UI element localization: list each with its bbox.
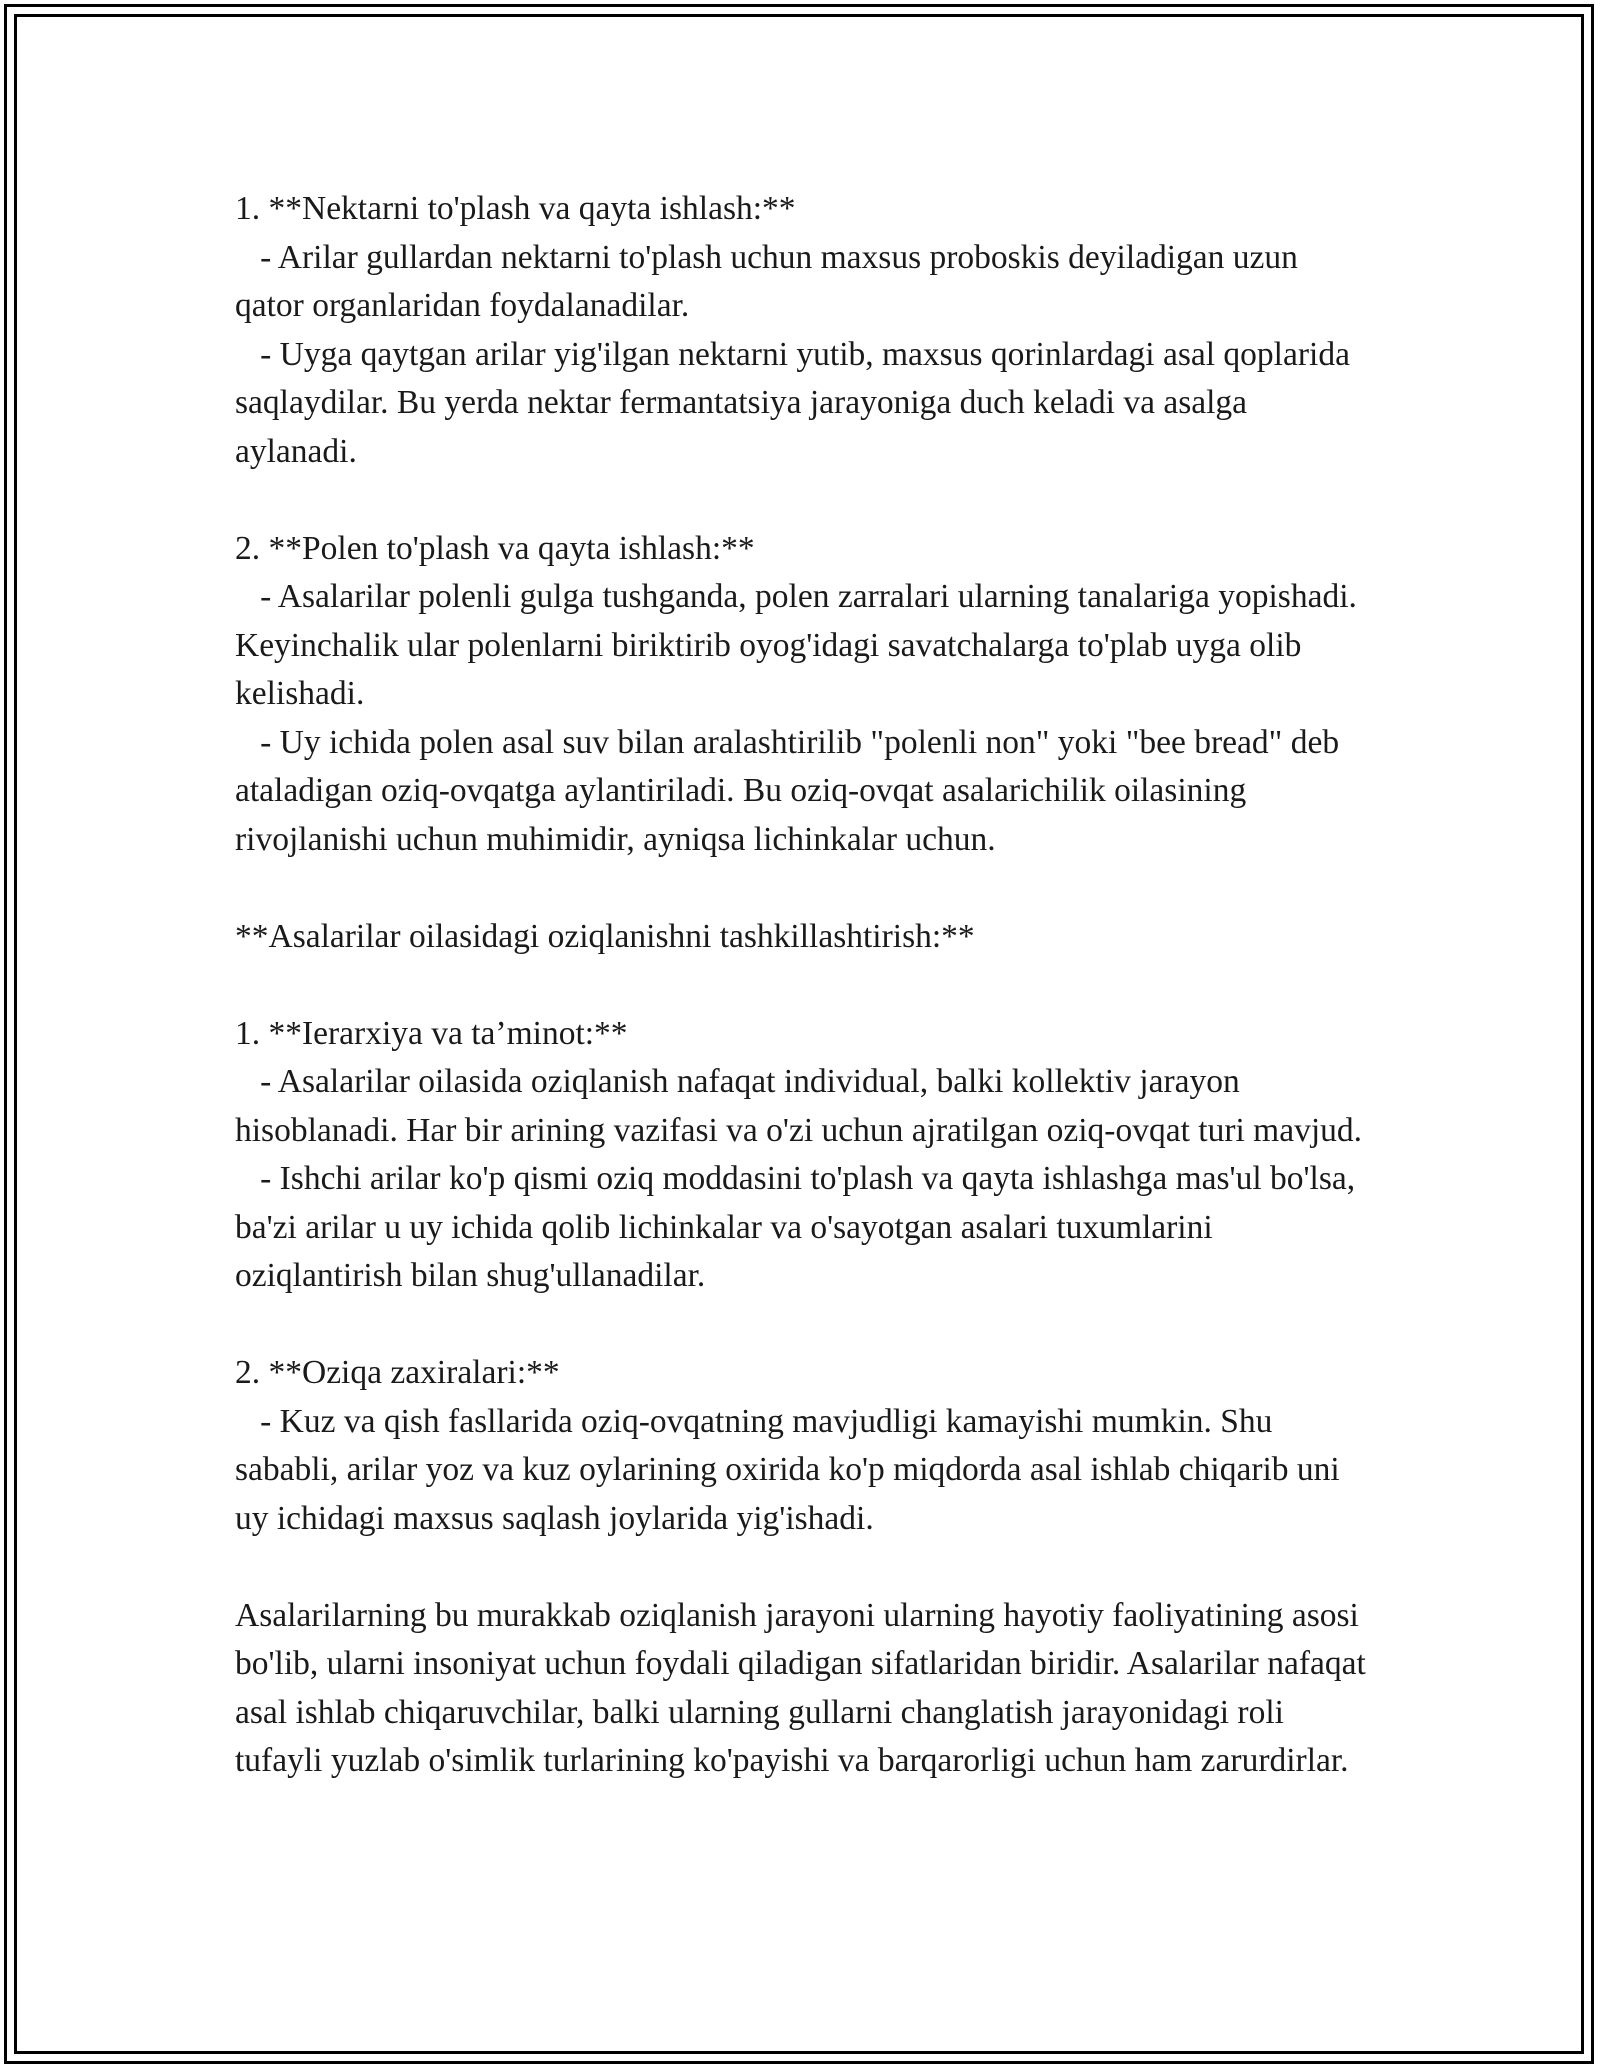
paragraph-nectar-collect: - Arilar gullardan nektarni to'plash uchun maxsus proboskis deyiladigan uzun qator organlaridan foydalanadilar.: [235, 238, 1307, 324]
heading-reserves: 2. **Oziqa zaxiralari:**: [235, 1354, 560, 1391]
section-heading-organization: **Asalarilar oilasidagi oziqlanishni tashkillashtirish:**: [235, 917, 975, 955]
paragraph-gap: [235, 961, 1370, 1010]
paragraph-gap: [235, 476, 1370, 525]
paragraph-nectar-store: - Uyga qaytgan arilar yig'ilgan nektarni yutib, maxsus qorinlardagi asal qoplarida saqlaydilar. Bu yerda nektar fermantatsiya jarayoniga duch keladi va asalga aylanadi.: [235, 335, 1359, 470]
heading-nectar: 1. **Nektarni to'plash va qayta ishlash:**: [235, 190, 796, 227]
paragraph-gap: [235, 1301, 1370, 1350]
paragraph-conclusion: Asalarilarning bu murakkab oziqlanish jarayoni ularning hayotiy faoliyatining asosi bo'lib, ularni insoniyat uchun foydali qiladigan sifatlaridan biridir. Asalarilar nafaqat asal ishlab chiqaruvchilar, balki ularning gullarni changlatish jarayonidagi roli tufayli yuzlab o'simlik turlarining ko'payishi va barqarorligi uchun ham zarurdirlar.: [235, 1596, 1375, 1779]
paragraph-gap: [235, 864, 1370, 913]
paragraph-reserves: - Kuz va qish fasllarida oziq-ovqatning mavjudligi kamayishi mumkin. Shu sababli, arilar yoz va kuz oylarining oxirida ko'p miqdorda asal ishlab chiqarib uni uy ichidagi maxsus saqlash joylarida yig'ishadi.: [235, 1402, 1349, 1537]
paragraph-pollen-collect: - Asalarilar polenli gulga tushganda, polen zarralari ularning tanalariga yopishadi. Keyinchalik ular polenlarni biriktirib oyog'idagi savatchalarga to'plab uyga olib kelishadi.: [235, 578, 1366, 712]
heading-hierarchy: 1. **Ierarxiya va ta’minot:**: [235, 1014, 628, 1052]
document-body: [235, 185, 1375, 1786]
paragraph-hierarchy-collective: - Asalarilar oilasida oziqlanish nafaqat individual, balki kollektiv jarayon hisoblanadi. Har bir arining vazifasi va o'zi uchun ajratilgan oziq-ovqat turi mavjud.: [235, 1063, 1363, 1149]
paragraph-hierarchy-workers: - Ishchi arilar ko'p qismi oziq moddasini to'plash va qayta ishlashga mas'ul bo'lsa, ba'zi arilar u uy ichida qolib lichinkalar va o'sayotgan asalari tuxumlarini oziqlantirish bilan shug'ullanadilar.: [235, 1160, 1364, 1294]
paragraph-gap: [235, 1543, 1370, 1592]
heading-pollen: 2. **Polen to'plash va qayta ishlash:**: [235, 529, 755, 567]
paragraph-pollen-bread: - Uy ichida polen asal suv bilan aralashtirilib "polenli non" yoki "bee bread" deb ataladigan oziq-ovqatga aylantiriladi. Bu oziq-ovqat asalarichilik oilasining rivojlanishi uchun muhimidir, ayniqsa lichinkalar uchun.: [235, 723, 1348, 858]
